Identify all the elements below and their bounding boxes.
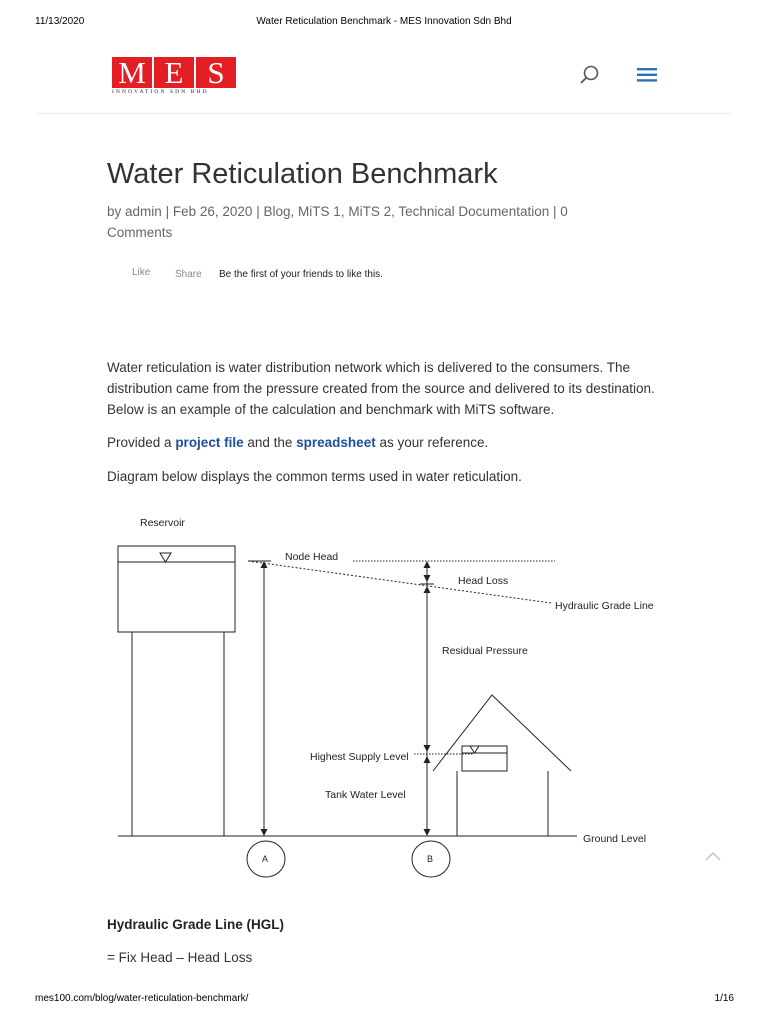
category-link-mits2[interactable]: MiTS 2 xyxy=(348,204,392,219)
house-tank xyxy=(462,746,507,771)
search-button[interactable] xyxy=(579,64,601,86)
print-page-title: Water Reticulation Benchmark - MES Innovation Sdn Bhd xyxy=(256,16,512,27)
category-link-mits1[interactable]: MiTS 1 xyxy=(298,204,341,219)
project-file-link[interactable]: project file xyxy=(175,435,244,450)
post-title: Water Reticulation Benchmark xyxy=(107,158,498,190)
node-a-label: A xyxy=(262,854,269,864)
meta-separator: | xyxy=(553,204,557,219)
reference-text: and the xyxy=(247,435,293,450)
label-reservoir: Reservoir xyxy=(140,517,185,529)
hgl-formula: = Fix Head – Head Loss xyxy=(107,950,253,965)
house-roof xyxy=(433,695,571,771)
logo-letter-e: E xyxy=(154,57,194,88)
search-icon xyxy=(579,64,601,86)
chevron-up-icon xyxy=(701,846,725,866)
reference-text: Provided a xyxy=(107,435,172,450)
intro-paragraph: Water reticulation is water distribution network which is delivered to the consumers. The distribution came from the pressure created from the source and delivered to its destination. Below is an example of the calculation and benchmark with MiTS software. xyxy=(107,360,655,417)
label-residual-pressure: Residual Pressure xyxy=(442,645,528,657)
logo-letter-m: M xyxy=(112,57,152,88)
reference-text: as your reference. xyxy=(379,435,489,450)
site-header xyxy=(107,56,662,100)
meta-by: by xyxy=(107,204,122,219)
comments-link[interactable]: 0 Comments xyxy=(107,204,568,240)
water-reticulation-diagram xyxy=(107,510,667,880)
site-logo[interactable] xyxy=(112,57,240,95)
print-date: 11/13/2020 xyxy=(35,16,85,27)
label-hydraulic-grade-line: Hydraulic Grade Line xyxy=(555,600,654,612)
print-page-count: 1/16 xyxy=(714,993,734,1004)
category-link-blog[interactable]: Blog xyxy=(263,204,291,219)
meta-separator: | xyxy=(256,204,260,219)
section-heading-hgl: Hydraulic Grade Line (HGL) xyxy=(107,917,285,932)
label-highest-supply-level: Highest Supply Level xyxy=(310,751,409,763)
header-divider xyxy=(37,113,731,114)
hamburger-menu-icon xyxy=(635,64,659,86)
scroll-to-top-button[interactable] xyxy=(701,846,725,866)
spreadsheet-link[interactable]: spreadsheet xyxy=(296,435,376,450)
label-node-head: Node Head xyxy=(285,551,339,563)
share-button[interactable]: Share xyxy=(175,269,202,280)
diagram-intro-paragraph: Diagram below displays the common terms used in water reticulation. xyxy=(107,469,522,484)
meta-separator: | xyxy=(165,204,170,219)
post-meta: by admin | Feb 26, 2020 | Blog, MiTS 1, MiTS 2, Technical Documentation | 0 Comments xyxy=(107,204,568,240)
hamburger-menu-button[interactable] xyxy=(635,64,659,86)
print-url: mes100.com/blog/water-reticulation-benchmark/ xyxy=(35,993,249,1004)
meta-author-link[interactable]: admin xyxy=(125,204,162,219)
like-prompt-text: Be the first of your friends to like this. xyxy=(219,269,383,280)
label-head-loss: Head Loss xyxy=(458,575,509,587)
reservoir-water-level-marker xyxy=(160,553,171,562)
reservoir-tank xyxy=(118,546,235,632)
label-tank-water-level: Tank Water Level xyxy=(325,789,406,801)
node-b-label: B xyxy=(427,854,434,864)
logo-letter-s: S xyxy=(196,57,236,88)
house-tank-water-marker xyxy=(470,746,479,753)
logo-subtitle: INNOVATION SDN BHD xyxy=(112,89,209,95)
reference-paragraph xyxy=(107,432,667,453)
meta-date: Feb 26, 2020 xyxy=(172,204,253,219)
like-button[interactable]: Like xyxy=(132,267,151,278)
label-ground-level: Ground Level xyxy=(583,833,647,845)
category-link-technical-documentation[interactable]: Technical Documentation xyxy=(398,204,550,219)
